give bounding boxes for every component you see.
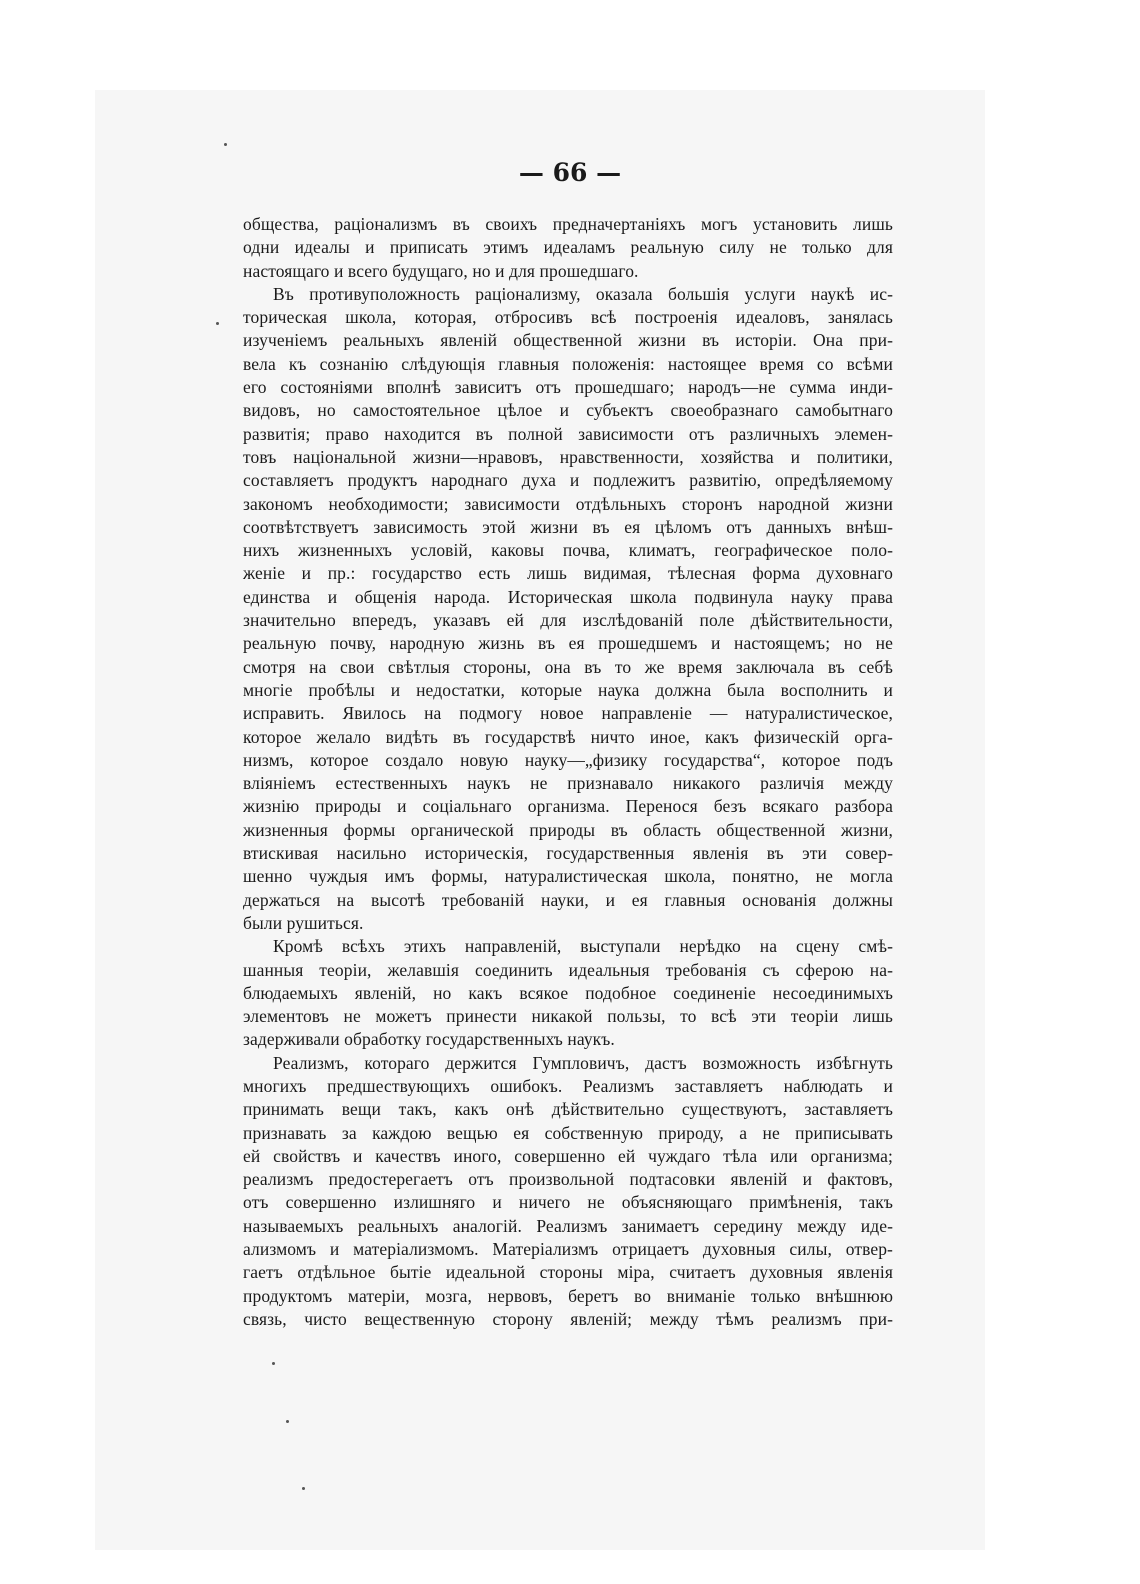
text-line: ализмомъ и матеріализмомъ. Матеріализмъ отрицаетъ духовныя силы, отвер- bbox=[243, 1239, 893, 1260]
text-line: смотря на свои свѣтлыя стороны, она въ то же время заключала въ себѣ bbox=[243, 656, 893, 677]
text-line: значительно впередъ, указавъ ей для изслѣдованій поле дѣйствительности, bbox=[243, 610, 893, 631]
text-line: шанныя теоріи, желавшія соединить идеальныя требованія съ сферою на- bbox=[243, 959, 893, 980]
text-line: были рушиться. bbox=[243, 912, 364, 933]
text-line: составляетъ продуктъ народнаго духа и подлежитъ развитію, опредѣляемому bbox=[243, 470, 893, 491]
text-line: жизнію природы и соціальнаго организма. Перенося безъ всякаго разбора bbox=[243, 796, 893, 817]
text-line: ей свойствъ и качествъ иного, совершенно ей чуждаго тѣла или организма; bbox=[243, 1145, 893, 1166]
text-line: исправить. Явилось на подмогу новое направленіе — натуралистическое, bbox=[243, 703, 893, 724]
scan-speck bbox=[224, 143, 227, 146]
text-line: женіе и пр.: государство есть лишь видимая, тѣлесная форма духовнаго bbox=[243, 563, 893, 584]
text-line: единства и общенія народа. Историческая школа подвинула науку права bbox=[243, 586, 893, 607]
text-line: Въ противуположность раціонализму, оказала большія услуги наукѣ ис- bbox=[273, 283, 893, 304]
text-line: соотвѣтствуетъ зависимость этой жизни въ ея цѣломъ отъ данныхъ внѣш- bbox=[243, 516, 893, 537]
text-line: которое желало видѣть въ государствѣ ничто иное, какъ физическій орга- bbox=[243, 726, 893, 747]
text-line: связь, чисто вещественную сторону явленій; между тѣмъ реализмъ при- bbox=[243, 1308, 893, 1329]
text-line: вела къ сознанію слѣдующія главныя положенія: настоящее время со всѣми bbox=[243, 353, 893, 374]
scan-speck bbox=[272, 1362, 275, 1365]
text-line: вліяніемъ естественныхъ наукъ не признавало никакого различія между bbox=[243, 773, 893, 794]
text-line: его состояніями вполнѣ зависитъ отъ прошедшаго; народъ—не сумма инди- bbox=[243, 377, 893, 398]
text-line: изученіемъ реальныхъ явленій общественной жизни въ исторіи. Она при- bbox=[243, 330, 893, 351]
text-line: продуктомъ матеріи, мозга, нервовъ, беретъ во вниманіе только внѣшнюю bbox=[243, 1285, 893, 1306]
text-line: видовъ, но самостоятельное цѣлое и субъектъ своеобразнаго самобытнаго bbox=[243, 400, 893, 421]
scan-speck bbox=[302, 1487, 305, 1490]
text-line: закономъ необходимости; зависимости отдѣльныхъ сторонъ народной жизни bbox=[243, 493, 893, 514]
text-line: шенно чуждыя имъ формы, натуралистическая школа, понятно, не могла bbox=[243, 866, 893, 887]
text-line: реальную почву, народную жизнь въ ея прошедшемъ и настоящемъ; но не bbox=[243, 633, 893, 654]
text-line: Кромѣ всѣхъ этихъ направленій, выступали нерѣдко на сцену смѣ- bbox=[273, 936, 893, 957]
text-line: элементовъ не можетъ принести никакой пользы, то всѣ эти теоріи лишь bbox=[243, 1006, 893, 1027]
text-line: жизненныя формы органической природы въ область общественной жизни, bbox=[243, 819, 893, 840]
text-line: торическая школа, которая, отбросивъ всѣ построенія идеаловъ, занялась bbox=[243, 307, 893, 328]
text-line: признавать за каждою вещью ея собственную природу, а не приписывать bbox=[243, 1122, 893, 1143]
text-line: задерживали обработку государственныхъ наукъ. bbox=[243, 1029, 615, 1050]
text-line: гаетъ отдѣльное бытіе идеальной стороны міра, считаетъ духовныя явленія bbox=[243, 1262, 893, 1283]
text-line: низмъ, которое создало новую науку—„физику государства“, которое подъ bbox=[243, 749, 893, 770]
text-line: многихъ предшествующихъ ошибокъ. Реализмъ заставляетъ наблюдать и bbox=[243, 1075, 893, 1096]
page-number: — 66 — bbox=[518, 158, 622, 187]
text-line: принимать вещи такъ, какъ онѣ дѣйствительно существуютъ, заставляетъ bbox=[243, 1099, 893, 1120]
body-text bbox=[243, 213, 893, 1331]
text-line: называемыхъ реальныхъ аналогій. Реализмъ занимаетъ середину между иде- bbox=[243, 1215, 893, 1236]
scan-speck bbox=[286, 1420, 289, 1423]
text-line: развитія; право находится въ полной зависимости отъ различныхъ элемен- bbox=[243, 423, 893, 444]
text-line: общества, раціонализмъ въ своихъ предначертаніяхъ могъ установить лишь bbox=[243, 214, 893, 234]
text-line: настоящаго и всего будущаго, но и для прошедшаго. bbox=[243, 260, 639, 281]
text-line: многіе пробѣлы и недостатки, которые наука должна была восполнить и bbox=[243, 679, 893, 700]
text-line: Реализмъ, котораго держится Гумпловичъ, дастъ возможность избѣгнуть bbox=[273, 1052, 893, 1073]
text-line: блюдаемыхъ явленій, но какъ всякое подобное соединеніе несоединимыхъ bbox=[243, 982, 893, 1003]
text-line: втискивая насильно историческія, государственныя явленія въ эти совер- bbox=[243, 843, 893, 864]
text-line: нихъ жизненныхъ условій, каковы почва, климатъ, географическое поло- bbox=[243, 540, 893, 561]
scan-speck bbox=[216, 322, 219, 325]
text-line: отъ совершенно излишняго и ничего не объясняющаго примѣненія, такъ bbox=[243, 1192, 893, 1213]
text-line: товъ національной жизни—нравовъ, нравственности, хозяйства и политики, bbox=[243, 446, 893, 467]
text-line: одни идеалы и приписать этимъ идеаламъ реальную силу не только для bbox=[243, 237, 893, 258]
text-line: держаться на высотѣ требованій науки, и ея главныя основанія должны bbox=[243, 889, 893, 910]
text-line: реализмъ предостерегаетъ отъ произвольной подтасовки явленій и фактовъ, bbox=[243, 1169, 893, 1190]
